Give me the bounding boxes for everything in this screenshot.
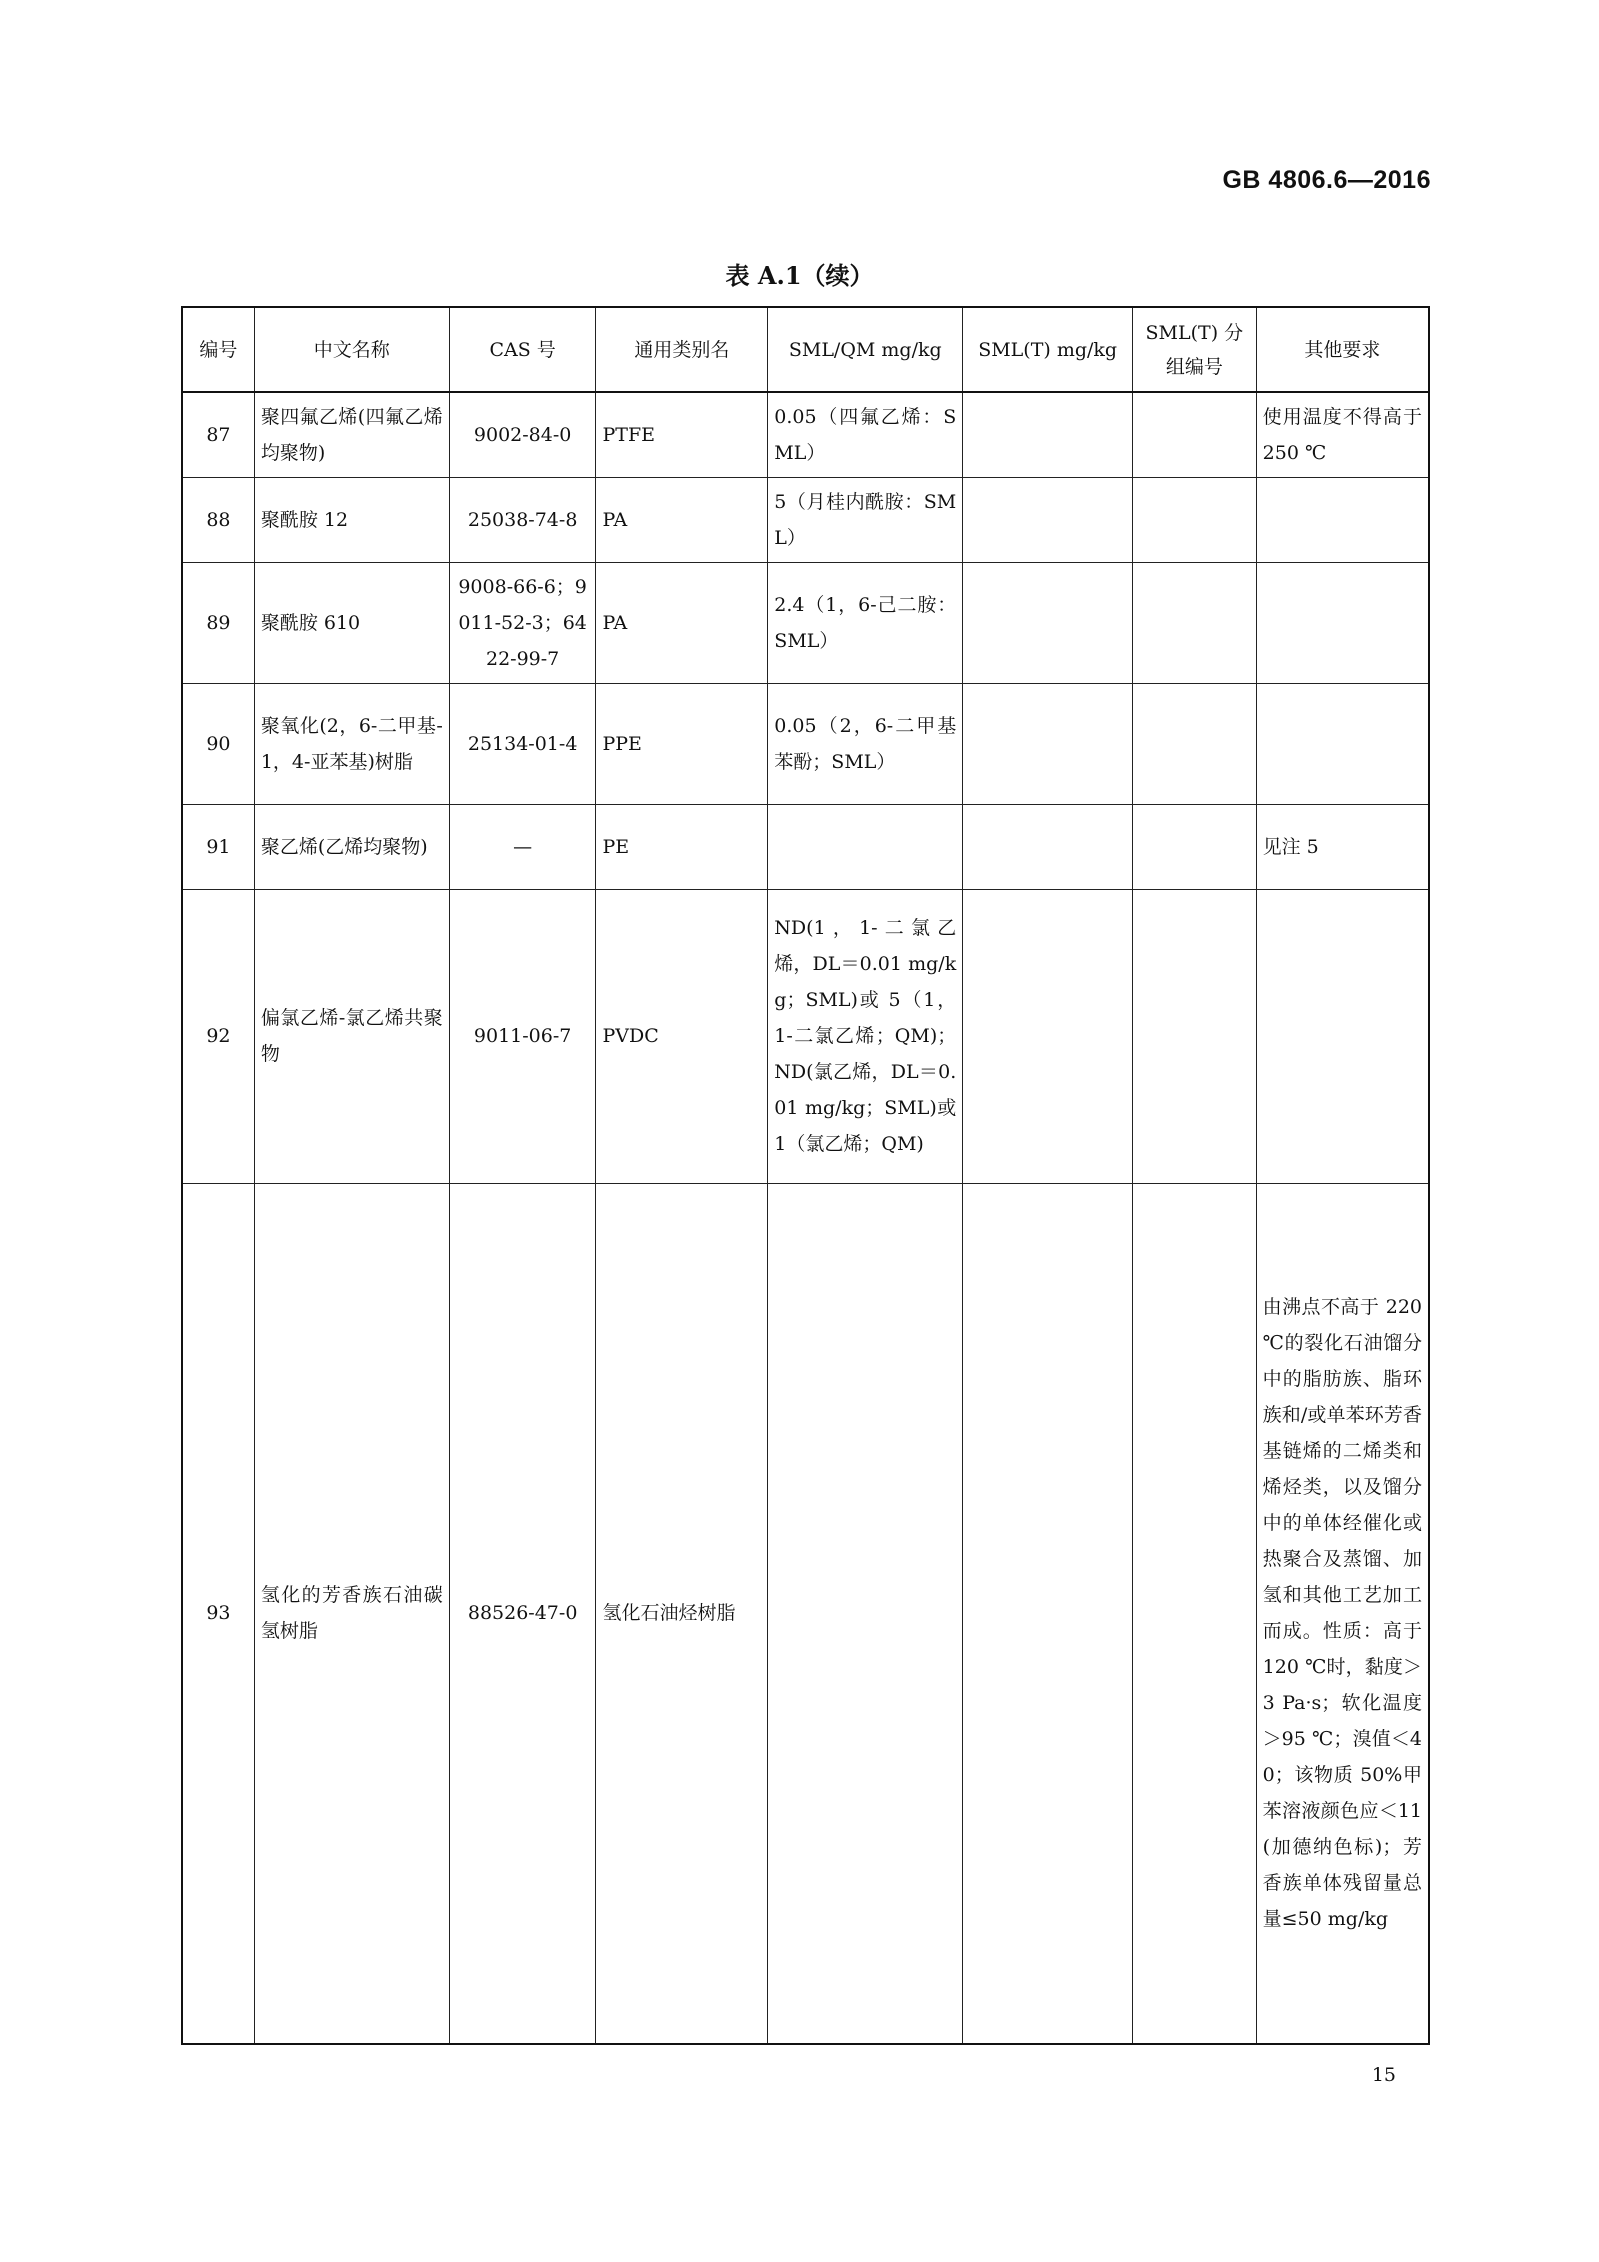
cell-sml-qm: 2.4（1，6-己二胺：SML） — [768, 562, 963, 683]
cell-sml-t-group — [1133, 392, 1257, 477]
table-row — [182, 1183, 1429, 2044]
cell-sml-t — [963, 804, 1133, 889]
cell-type: PPE — [596, 683, 768, 804]
col-header-other: 其他要求 — [1256, 307, 1429, 392]
cell-sml-t — [963, 889, 1133, 1183]
cell-type: PE — [596, 804, 768, 889]
table-row — [182, 683, 1429, 804]
cell-other — [1256, 562, 1429, 683]
table-row — [182, 477, 1429, 562]
cell-other — [1256, 889, 1429, 1183]
cell-cas: 9008-66-6；9011-52-3；6422-99-7 — [449, 562, 596, 683]
table-caption: 表 A.1（续） — [725, 261, 874, 290]
cell-cas: 88526-47-0 — [449, 1183, 596, 2044]
col-header-cas: CAS 号 — [449, 307, 596, 392]
table-row — [182, 392, 1429, 477]
cell-sml-t — [963, 392, 1133, 477]
cell-name: 聚乙烯(乙烯均聚物) — [254, 804, 449, 889]
cell-sml-qm — [768, 1183, 963, 2044]
cell-no: 91 — [182, 804, 254, 889]
cell-sml-t-group — [1133, 804, 1257, 889]
cell-no: 87 — [182, 392, 254, 477]
standard-code: GB 4806.6—2016 — [1222, 166, 1431, 194]
cell-sml-t-group — [1133, 683, 1257, 804]
cell-name: 聚氧化(2，6-二甲基-1，4-亚苯基)树脂 — [254, 683, 449, 804]
cell-name: 氢化的芳香族石油碳氢树脂 — [254, 1183, 449, 2044]
cell-sml-t-group — [1133, 889, 1257, 1183]
cell-cas: 9011-06-7 — [449, 889, 596, 1183]
cell-sml-t-group — [1133, 1183, 1257, 2044]
cell-other: 由沸点不高于 220 ℃的裂化石油馏分中的脂肪族、脂环族和/或单苯环芳香基链烯的二烯类和烯烃类，以及馏分中的单体经催化或热聚合及蒸馏、加氢和其他工艺加工而成。性质：高于 120 ℃时，黏度＞3 Pa·s；软化温度＞95 ℃；溴值＜40；该物质 50%甲苯溶液颜色应＜11(加德纳色标)；芳香族单体残留量总量≤50 mg/kg — [1256, 1183, 1429, 2044]
cell-sml-t-group — [1133, 562, 1257, 683]
cell-no: 90 — [182, 683, 254, 804]
cell-type: PA — [596, 562, 768, 683]
cell-cas: — — [449, 804, 596, 889]
cell-other: 见注 5 — [1256, 804, 1429, 889]
cell-no: 93 — [182, 1183, 254, 2044]
cell-type: 氢化石油烃树脂 — [596, 1183, 768, 2044]
cell-sml-qm: 0.05（四氟乙烯：SML） — [768, 392, 963, 477]
table-row — [182, 889, 1429, 1183]
col-header-sml-t: SML(T) mg/kg — [963, 307, 1133, 392]
page-number: 15 — [1371, 2064, 1396, 2086]
cell-sml-t — [963, 477, 1133, 562]
cell-name: 偏氯乙烯-氯乙烯共聚物 — [254, 889, 449, 1183]
col-header-sml-t-group: SML(T) 分组编号 — [1133, 307, 1257, 392]
cell-name: 聚酰胺 610 — [254, 562, 449, 683]
table-row — [182, 804, 1429, 889]
cell-sml-t — [963, 1183, 1133, 2044]
cell-no: 89 — [182, 562, 254, 683]
cell-no: 88 — [182, 477, 254, 562]
cell-type: PVDC — [596, 889, 768, 1183]
cell-name: 聚四氟乙烯(四氟乙烯均聚物) — [254, 392, 449, 477]
cell-sml-t — [963, 683, 1133, 804]
table-row — [182, 562, 1429, 683]
cell-type: PA — [596, 477, 768, 562]
cell-sml-qm: 5（月桂内酰胺：SML） — [768, 477, 963, 562]
table-header-row — [182, 307, 1429, 392]
cell-other — [1256, 477, 1429, 562]
cell-cas: 25134-01-4 — [449, 683, 596, 804]
cell-sml-qm — [768, 804, 963, 889]
cell-sml-t-group — [1133, 477, 1257, 562]
cell-sml-qm: ND(1，1-二氯乙烯，DL＝0.01 mg/kg；SML)或 5（1，1-二氯乙烯；QM)；ND(氯乙烯，DL＝0.01 mg/kg；SML)或 1（氯乙烯；QM) — [768, 889, 963, 1183]
cell-cas: 25038-74-8 — [449, 477, 596, 562]
col-header-name: 中文名称 — [254, 307, 449, 392]
cell-name: 聚酰胺 12 — [254, 477, 449, 562]
cell-other — [1256, 683, 1429, 804]
cell-type: PTFE — [596, 392, 768, 477]
col-header-no: 编号 — [182, 307, 254, 392]
cell-sml-t — [963, 562, 1133, 683]
col-header-type: 通用类别名 — [596, 307, 768, 392]
substance-table — [181, 306, 1430, 2045]
cell-cas: 9002-84-0 — [449, 392, 596, 477]
cell-sml-qm: 0.05（2，6-二甲基苯酚；SML） — [768, 683, 963, 804]
cell-no: 92 — [182, 889, 254, 1183]
col-header-sml-qm: SML/QM mg/kg — [768, 307, 963, 392]
cell-other: 使用温度不得高于 250 ℃ — [1256, 392, 1429, 477]
